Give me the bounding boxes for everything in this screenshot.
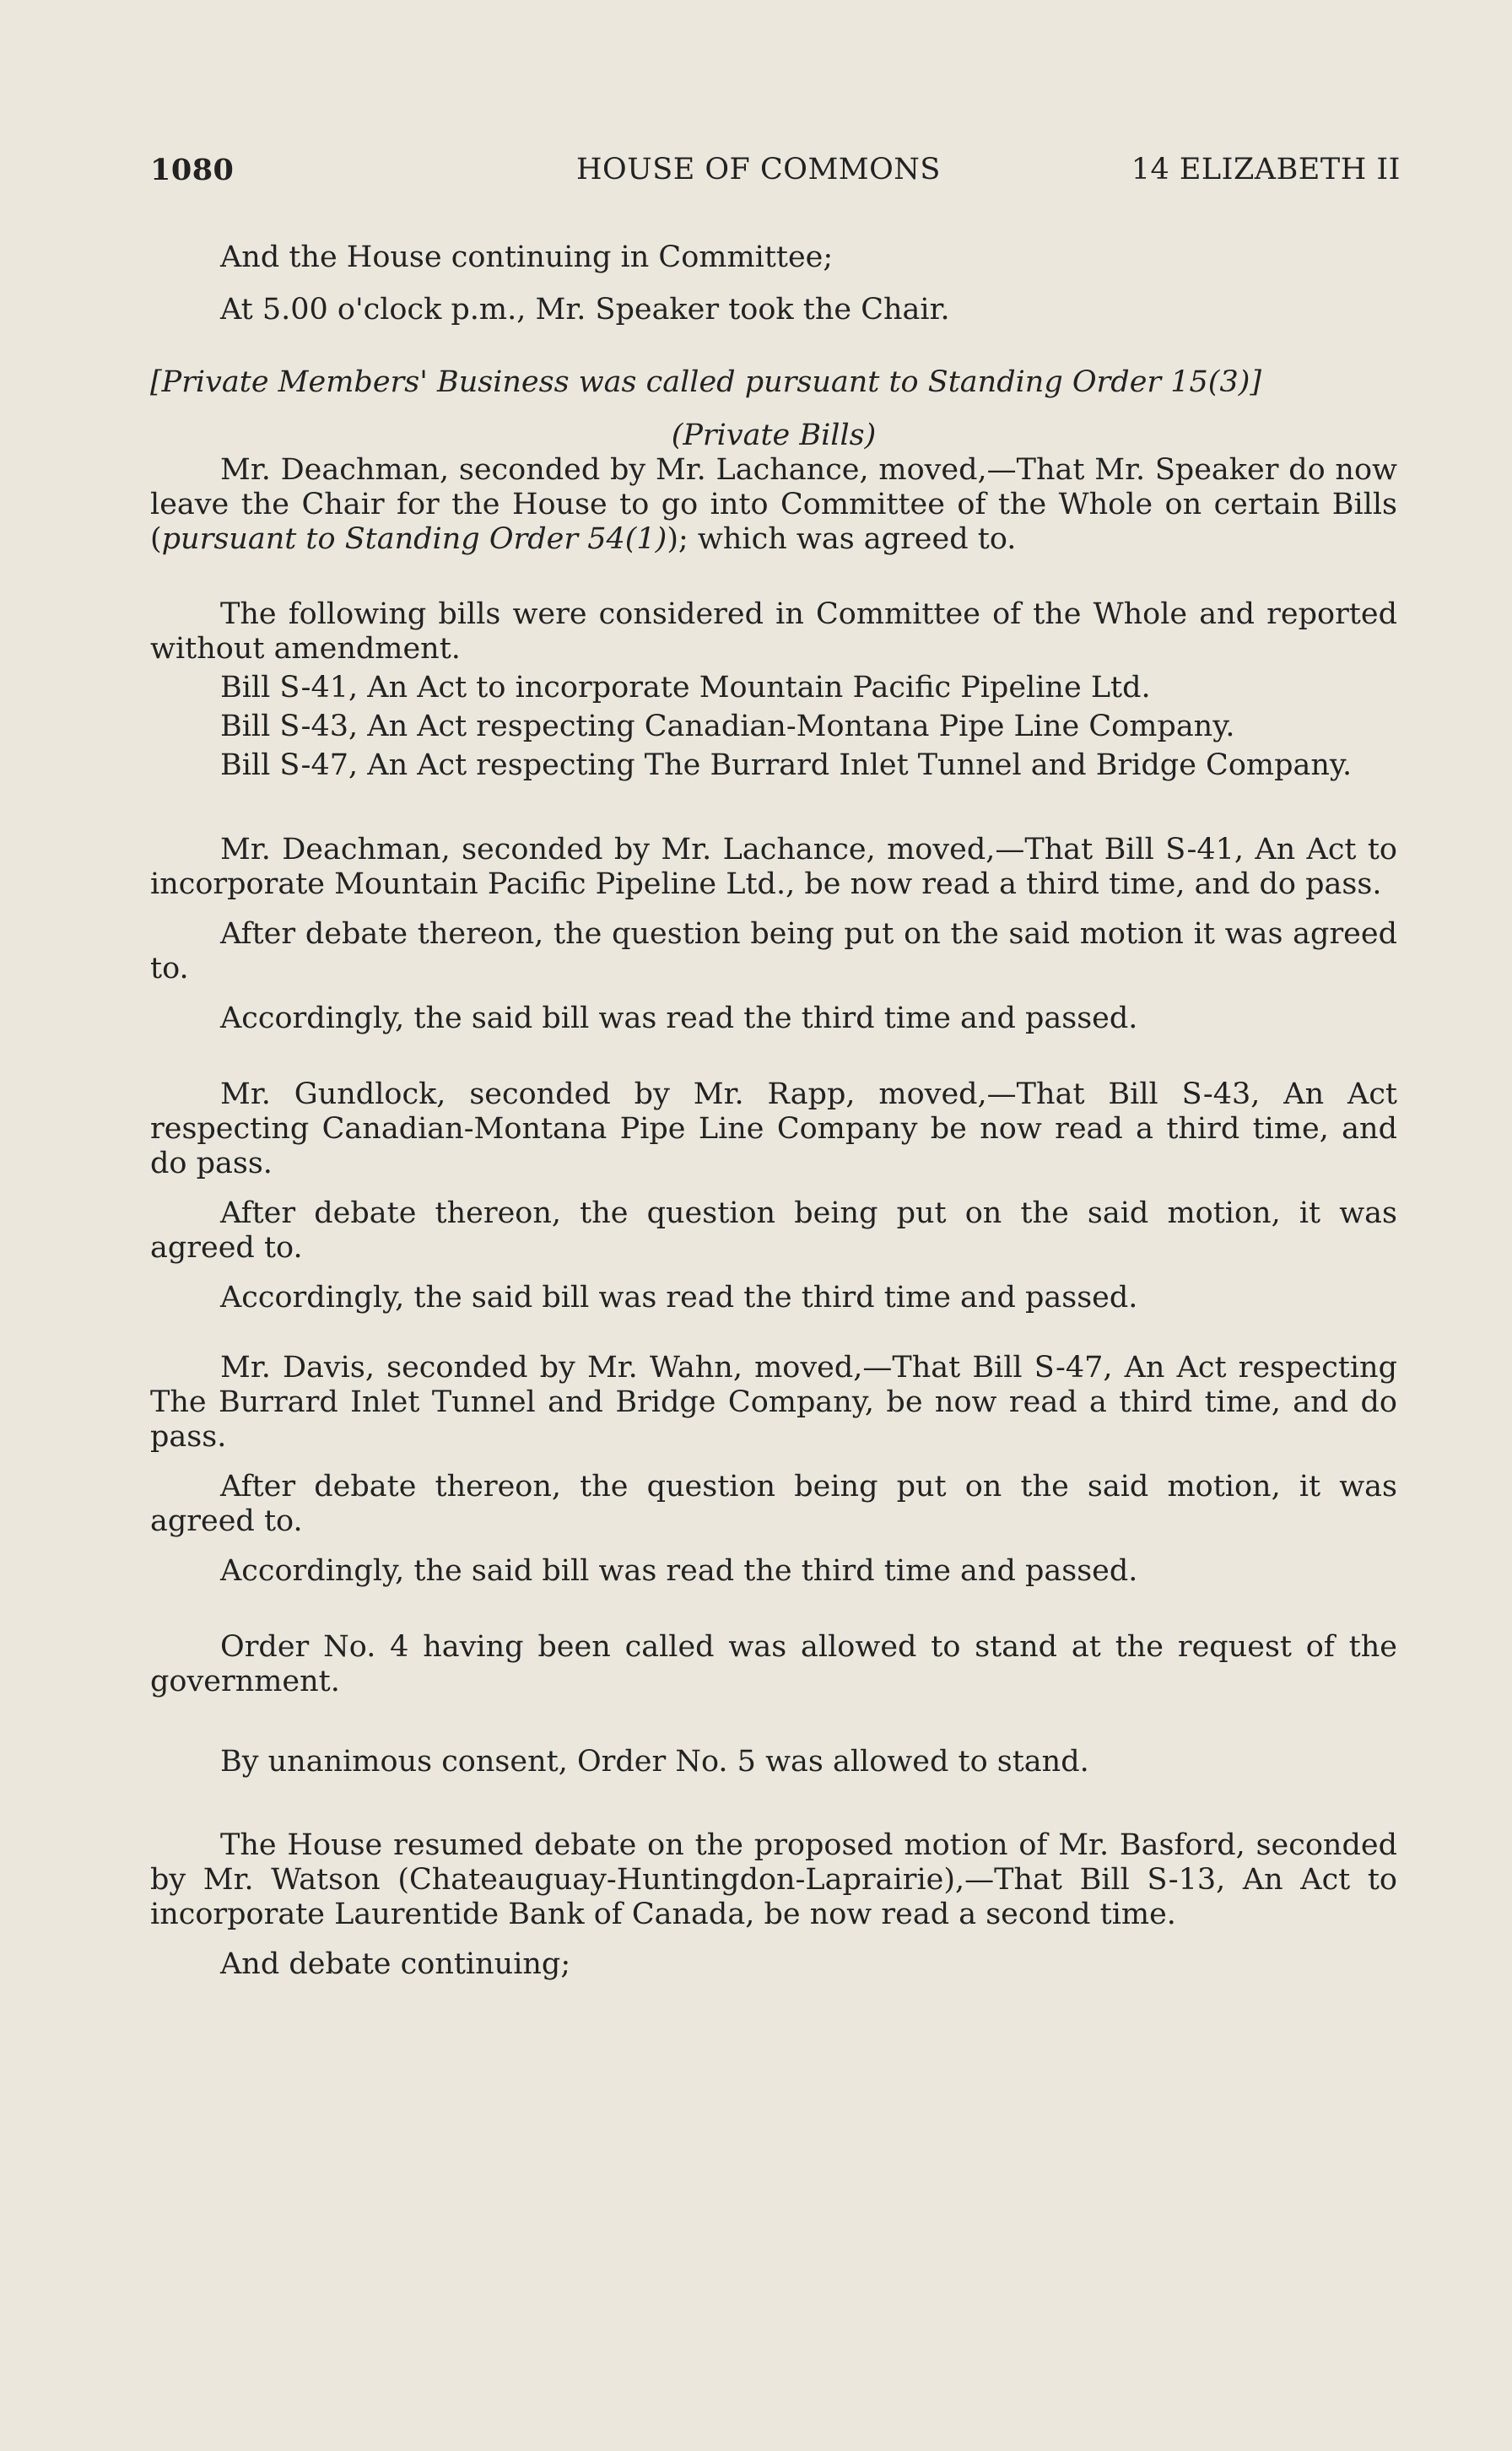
paragraph-deachman-motion: Mr. Deachman, seconded by Mr. Lachance, moved,—That Mr. Speaker do now leave the Chair for the House to go into Committee of the Whole on certain Bills (pursuant to Standing Order 54(1)); which was agreed to.	[150, 453, 1397, 556]
paragraph-bills-considered: The following bills were considered in Committee of the Whole and reported without amendment.	[150, 597, 1397, 666]
running-title: HOUSE OF COMMONS	[576, 153, 941, 186]
page-body	[150, 240, 1397, 1982]
paragraph-s41-passed: Accordingly, the said bill was read the third time and passed.	[220, 1001, 1138, 1035]
private-bills-heading: (Private Bills)	[671, 418, 877, 452]
paragraph-committee: And the House continuing in Committee;	[220, 240, 834, 274]
bill-s47: Bill S-47, An Act respecting The Burrard Inlet Tunnel and Bridge Company.	[220, 748, 1353, 782]
paragraph-s43-motion: Mr. Gundlock, seconded by Mr. Rapp, moved,—That Bill S-43, An Act respecting Canadian-Montana Pipe Line Company be now read a third time, and do pass.	[150, 1077, 1397, 1180]
paragraph-s47-passed: Accordingly, the said bill was read the third time and passed.	[220, 1554, 1138, 1588]
paragraph-s47-debate: After debate thereon, the question being put on the said motion, it was agreed to.	[150, 1470, 1397, 1538]
paragraph-speaker-chair: At 5.00 o'clock p.m., Mr. Speaker took the Chair.	[220, 293, 950, 327]
paragraph-debate-continuing: And debate continuing;	[220, 1947, 571, 1981]
bill-s43: Bill S-43, An Act respecting Canadian-Montana Pipe Line Company.	[220, 710, 1235, 743]
paragraph-s13-debate: The House resumed debate on the proposed motion of Mr. Basford, seconded by Mr. Watson (Chateauguay-Huntingdon-Laprairie),—That Bill S-13, An Act to incorporate Laurentide Bank of Canada, be now read a second time.	[150, 1828, 1397, 1931]
paragraph-s41-debate: After debate thereon, the question being put on the said motion it was agreed to.	[150, 917, 1397, 985]
page-number: 1080	[150, 153, 235, 187]
paragraph-s41-motion: Mr. Deachman, seconded by Mr. Lachance, moved,—That Bill S-41, An Act to incorporate Mountain Pacific Pipeline Ltd., be now read a third time, and do pass.	[150, 833, 1397, 901]
paragraph-order-4: Order No. 4 having been called was allowed to stand at the request of the government.	[150, 1630, 1397, 1698]
page-header	[150, 153, 1401, 197]
paragraph-order-5: By unanimous consent, Order No. 5 was allowed to stand.	[220, 1745, 1089, 1779]
paragraph-s43-passed: Accordingly, the said bill was read the third time and passed.	[220, 1281, 1138, 1315]
bill-s41: Bill S-41, An Act to incorporate Mountain Pacific Pipeline Ltd.	[220, 671, 1151, 705]
private-members-business-note: [Private Members' Business was called pursuant to Standing Order 15(3)]	[150, 365, 1262, 399]
paragraph-s47-motion: Mr. Davis, seconded by Mr. Wahn, moved,—That Bill S-47, An Act respecting The Burrard Inlet Tunnel and Bridge Company, be now read a third time, and do pass.	[150, 1351, 1397, 1454]
regnal-year: 14 ELIZABETH II	[1131, 153, 1401, 186]
paragraph-s43-debate: After debate thereon, the question being put on the said motion, it was agreed to.	[150, 1196, 1397, 1265]
